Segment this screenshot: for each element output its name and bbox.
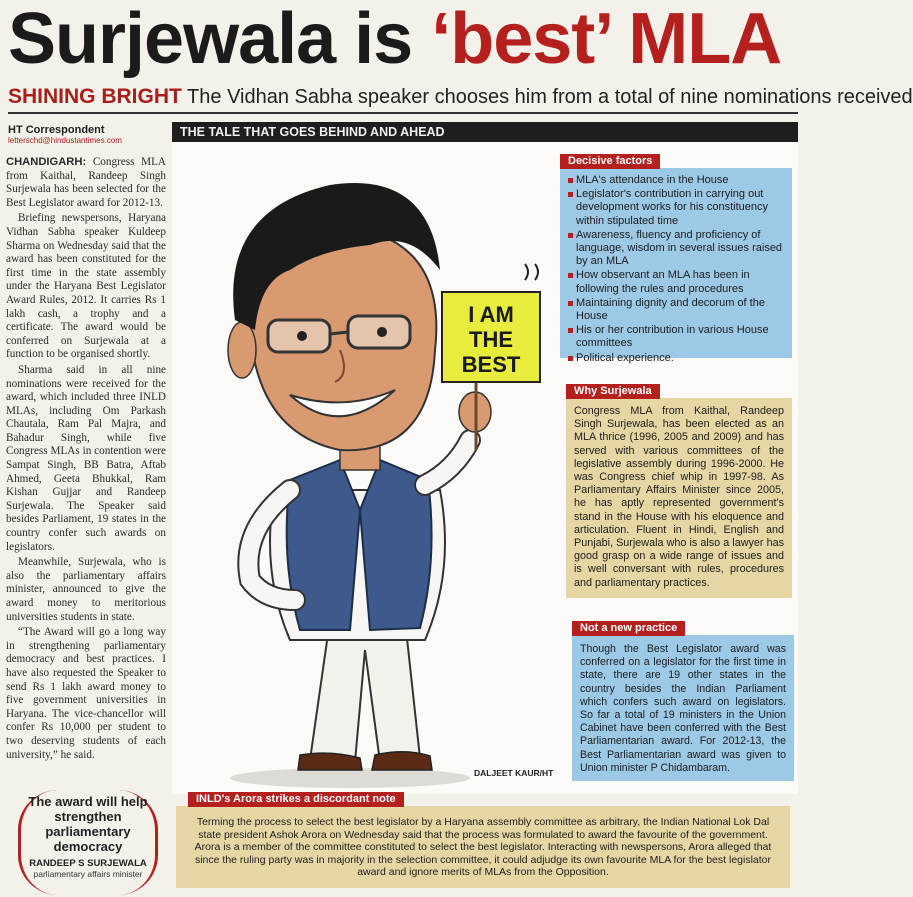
inld-box [176,793,790,888]
sign-line-2: THE [469,327,513,352]
decisive-factors-box [560,155,792,364]
quote-text: The award will help strengthen parliamentary democracy [28,794,148,854]
sign-line-1: I AM [468,302,514,327]
headline-part-1: Surjewala is [8,0,432,79]
sign-line-3: BEST [461,352,521,377]
decisive-factors-tag: Decisive factors [560,154,660,169]
why-surjewala-tag: Why Surjewala [566,384,660,399]
why-surjewala-text: Congress MLA from Kaithal, Randeep Singh Surjewala, has been elected as an MLA thrice (1996, 2005 and 2009) and has served with various committees of the legislative assembly during 1996-2000. He was Congress chief whip in 1997-98. As Parliamentary Affairs Minister since 2005, he has aptly represented government's stand in the House with his eloquence and articulation. Fluent in Hindi, English and Punjabi, Surjewala who is also a lawyer has good grasp on a wide range of issues and is well conversant with rules, procedures and parliamentary practices. [574,405,784,589]
story-p3: Sharma said in all nine nominations were received for the award, which included three INLD MLAs, including Om Parkash Chautala, Ram Pal Majra, and Bahadur Singh, while five Congress MLAs in contention were Sampat Singh, BB Batra, Aftab Ahmed, Geeta Bhukkal, Ram Kishan Gujjar and Randeep Surjewala. The Speaker said besides Parliament, 19 states in the country confer such awards on legislators. [6,363,166,553]
list-item: Maintaining dignity and decorum of the House [568,297,786,323]
story-p5: “The Award will go a long way in strengthening parliamentary democracy and best practices. I have also requested the Speaker to send Rs 1 lakh award money to five government universities in Haryana. The vice-chancellor will confer Rs 10,000 per student to two deserving students of each university,” he said. [6,626,166,761]
subhead-text: The Vidhan Sabha speaker chooses him from a total of nine nominations received [187,86,913,108]
why-surjewala-box [566,385,792,598]
story-p1: Congress MLA from Kaithal, Randeep Singh Surjewala has been selected for the Best Legislator award for 2012-13. [6,156,166,209]
headline-part-2: ‘best’ MLA [431,0,782,79]
not-new-practice-tag: Not a new practice [572,621,685,636]
list-item: MLA's attendance in the House [568,174,786,187]
not-new-practice-text: Though the Best Legislator award was conferred on a legislator for the first time in state, there are 19 other states in the country besides the Indian Parliament which confers such award on legislators. So far a total of 19 ministers in the Union Cabinet have been conferred with the Best Parliamentarian award. For 2012-13, the Best Parliamentarian award was given to Union minister P Chidambaram. [580,643,786,774]
quote-role: parliamentary affairs minister [33,869,143,879]
list-item: His or her contribution in various House committees [568,324,786,350]
story-p2: Briefing newspersons, Haryana Vidhan Sabha speaker Kuldeep Sharma on Wednesday said that the award has been constituted for the first time in the state assembly under the Haryana Best Legislator Award Rules, 2012. It carries Rs 1 lakh cash, a trophy and a certificate. The award would be conferred on Surjewala at a function to be organised shortly. [6,212,166,361]
byline-name: HT Correspondent [8,124,105,136]
story-p4: Meanwhile, Surjewala, who is also the parliamentary affairs minister, announced to give the award money to meritorious universities students in state. [6,556,166,623]
cartoon-illustration [180,150,560,790]
list-item: Political experience. [568,352,786,365]
list-item: Awareness, fluency and proficiency of language, wisdom in several issues raised by an MLA [568,229,786,269]
inld-tag: INLD's Arora strikes a discordant note [188,792,404,807]
story-column [6,156,166,778]
byline [8,124,168,145]
list-item: How observant an MLA has been in following the rules and procedures [568,269,786,295]
inld-text: Terming the process to select the best legislator by a Haryana assembly committee as arbitrary, the Indian National Lok Dal state president Ashok Arora on Wednesday said that the process was formulated to award the favourite of the government. Arora is a member of the committee constituted to select the best legislator. Interacting with newspersons, Arora alleged that since the ruling party was in majority in the selection committee, it could adjudge its own favourite MLA for the best legislator award and ignore merits of MLAs from the Opposition. [194,816,772,879]
dateline: CHANDIGARH: [6,156,87,168]
list-item: Legislator's contribution in carrying out development works for his constituency within stipulated time [568,188,786,228]
decisive-factors-list [568,174,786,365]
headline [8,0,798,78]
story-paragraph [6,156,166,210]
subheadline [8,82,913,114]
subhead-label: SHINING BRIGHT [8,85,182,108]
not-new-practice-box [572,622,794,781]
pull-quote [18,790,158,895]
quote-author: RANDEEP S SURJEWALA [29,858,147,869]
illustration-credit: DALJEET KAUR/HT [474,768,554,778]
byline-email: letterschd@hindustantimes.com [8,136,122,145]
section-bar: THE TALE THAT GOES BEHIND AND AHEAD [172,122,798,142]
